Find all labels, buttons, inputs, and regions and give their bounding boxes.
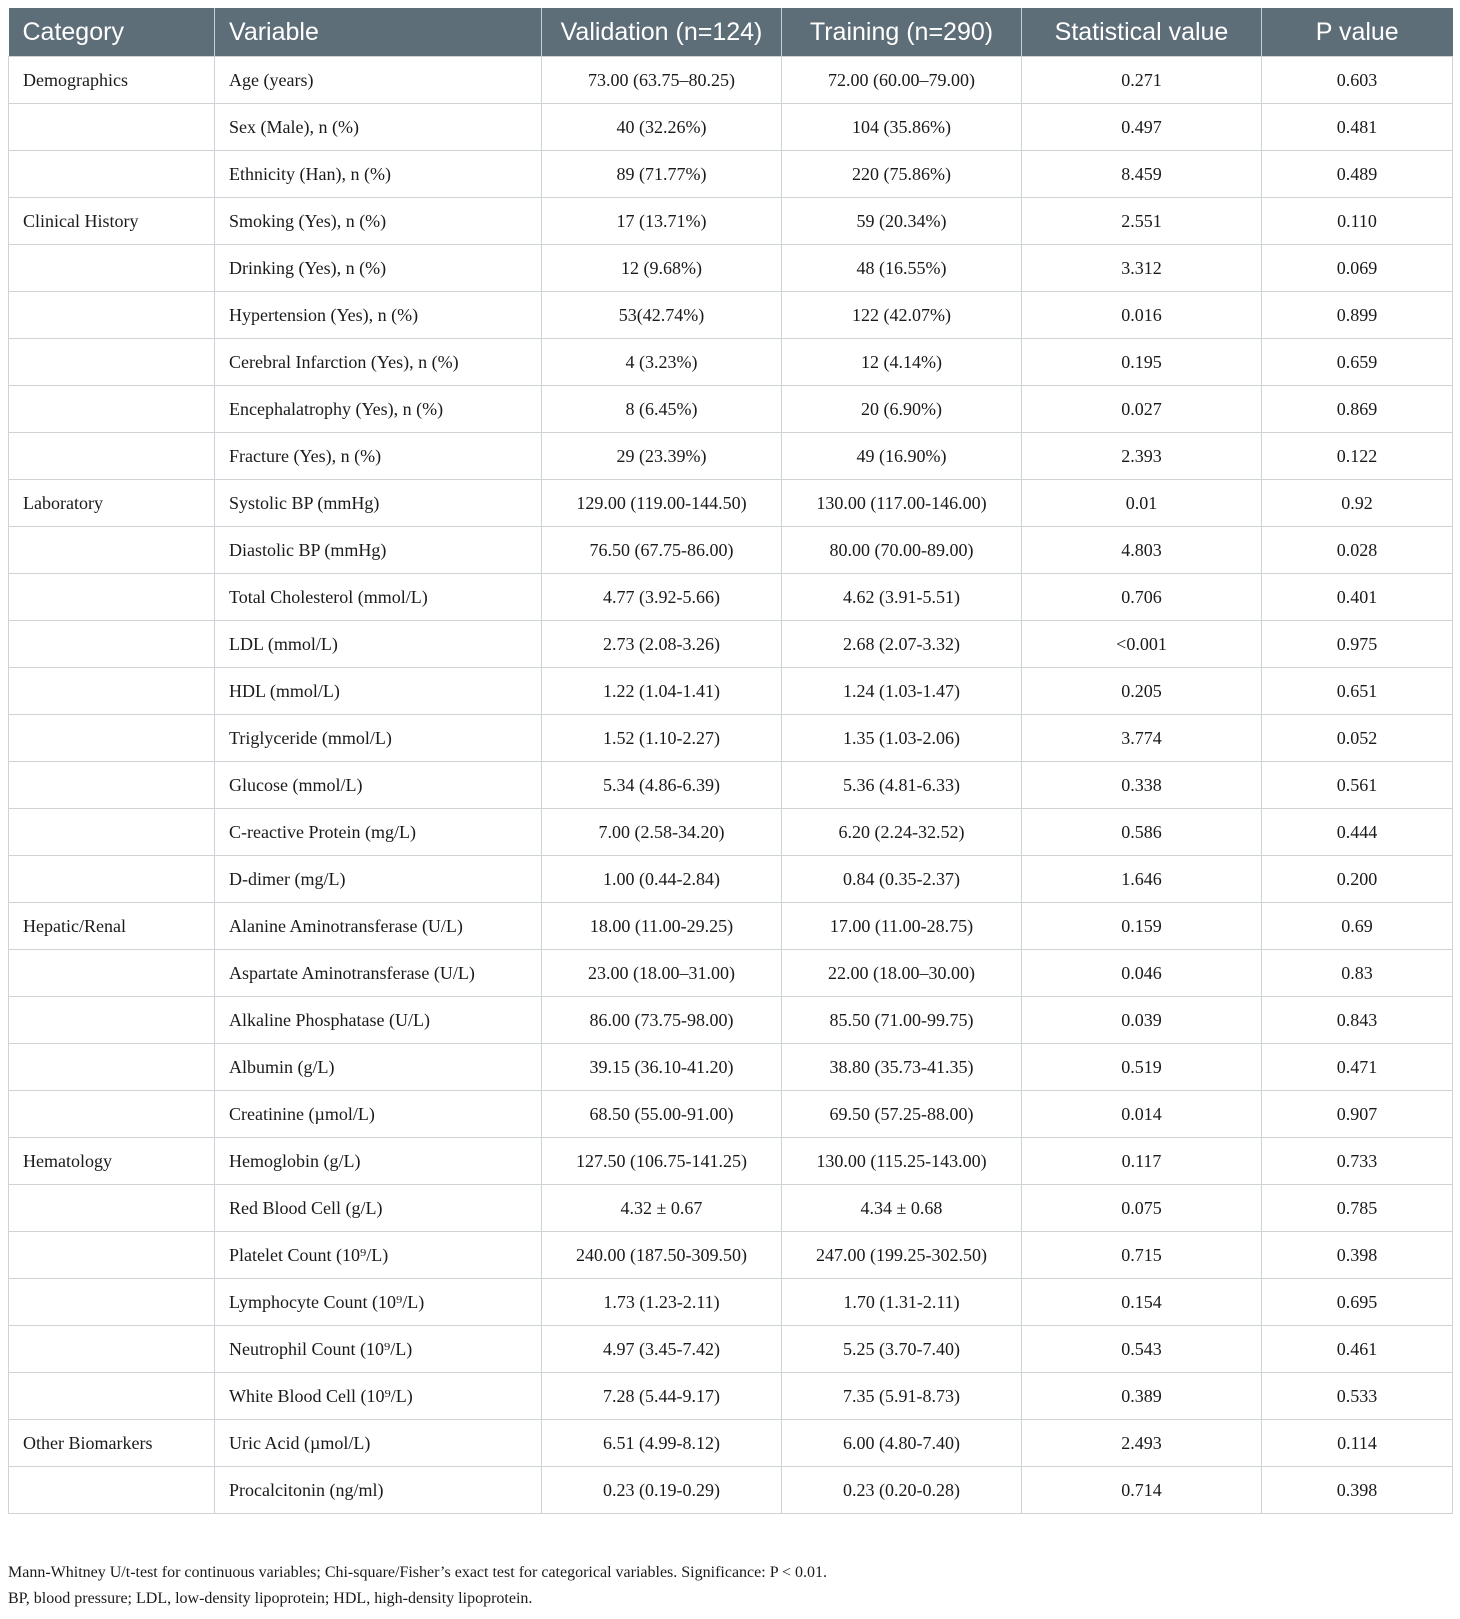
cell-variable: Red Blood Cell (g/L) xyxy=(215,1185,542,1232)
cell-validation: 29 (23.39%) xyxy=(542,433,782,480)
cell-category: Other Biomarkers xyxy=(9,1420,215,1467)
table-row xyxy=(9,339,1453,386)
cell-variable: Procalcitonin (ng/ml) xyxy=(215,1467,542,1514)
cell-variable: HDL (mmol/L) xyxy=(215,668,542,715)
cell-training: 5.36 (4.81-6.33) xyxy=(782,762,1022,809)
cell-statistical-value: 0.389 xyxy=(1022,1373,1262,1420)
cell-training: 130.00 (117.00-146.00) xyxy=(782,480,1022,527)
table-row xyxy=(9,480,1453,527)
table-row xyxy=(9,950,1453,997)
cell-statistical-value: 0.016 xyxy=(1022,292,1262,339)
cell-statistical-value: 0.075 xyxy=(1022,1185,1262,1232)
cell-validation: 1.73 (1.23-2.11) xyxy=(542,1279,782,1326)
cell-p-value: 0.695 xyxy=(1262,1279,1453,1326)
table-row xyxy=(9,997,1453,1044)
cell-category xyxy=(9,856,215,903)
cell-validation: 53(42.74%) xyxy=(542,292,782,339)
table-row xyxy=(9,245,1453,292)
cell-statistical-value: 0.039 xyxy=(1022,997,1262,1044)
cell-p-value: 0.398 xyxy=(1262,1232,1453,1279)
cell-statistical-value: 0.497 xyxy=(1022,104,1262,151)
header-p-value: P value xyxy=(1262,8,1453,57)
cell-category xyxy=(9,151,215,198)
cell-statistical-value: 3.774 xyxy=(1022,715,1262,762)
cell-training: 104 (35.86%) xyxy=(782,104,1022,151)
cell-training: 1.70 (1.31-2.11) xyxy=(782,1279,1022,1326)
cell-training: 69.50 (57.25-88.00) xyxy=(782,1091,1022,1138)
cell-training: 5.25 (3.70-7.40) xyxy=(782,1326,1022,1373)
cell-category xyxy=(9,574,215,621)
cell-training: 38.80 (35.73-41.35) xyxy=(782,1044,1022,1091)
cell-validation: 240.00 (187.50-309.50) xyxy=(542,1232,782,1279)
cell-validation: 4.77 (3.92-5.66) xyxy=(542,574,782,621)
cell-variable: Sex (Male), n (%) xyxy=(215,104,542,151)
cell-p-value: 0.533 xyxy=(1262,1373,1453,1420)
cell-p-value: 0.92 xyxy=(1262,480,1453,527)
cell-training: 6.20 (2.24-32.52) xyxy=(782,809,1022,856)
header-category: Category xyxy=(9,8,215,57)
cell-category xyxy=(9,621,215,668)
table-body xyxy=(9,57,1453,1514)
cell-validation: 2.73 (2.08-3.26) xyxy=(542,621,782,668)
cell-statistical-value: 0.715 xyxy=(1022,1232,1262,1279)
cell-validation: 4.97 (3.45-7.42) xyxy=(542,1326,782,1373)
data-table-container xyxy=(8,8,1452,1514)
table-row xyxy=(9,621,1453,668)
table-row xyxy=(9,1326,1453,1373)
cell-statistical-value: 0.714 xyxy=(1022,1467,1262,1514)
cell-training: 17.00 (11.00-28.75) xyxy=(782,903,1022,950)
cell-statistical-value: 0.046 xyxy=(1022,950,1262,997)
cell-training: 85.50 (71.00-99.75) xyxy=(782,997,1022,1044)
cell-category xyxy=(9,1185,215,1232)
cell-statistical-value: 0.195 xyxy=(1022,339,1262,386)
footnote-tests: Mann-Whitney U/t-test for continuous variables; Chi-square/Fisher’s exact test for categorical variables. Significance: P < 0.01. xyxy=(8,1564,828,1581)
cell-statistical-value: 2.551 xyxy=(1022,198,1262,245)
cell-training: 0.23 (0.20-0.28) xyxy=(782,1467,1022,1514)
cell-category: Hepatic/Renal xyxy=(9,903,215,950)
cell-training: 6.00 (4.80-7.40) xyxy=(782,1420,1022,1467)
cell-p-value: 0.69 xyxy=(1262,903,1453,950)
cell-validation: 8 (6.45%) xyxy=(542,386,782,433)
table-row xyxy=(9,292,1453,339)
cell-category xyxy=(9,668,215,715)
cell-variable: Alkaline Phosphatase (U/L) xyxy=(215,997,542,1044)
table-footnotes xyxy=(8,1560,1452,1612)
cell-training: 1.24 (1.03-1.47) xyxy=(782,668,1022,715)
cell-statistical-value: 3.312 xyxy=(1022,245,1262,292)
cell-category xyxy=(9,433,215,480)
cell-variable: Drinking (Yes), n (%) xyxy=(215,245,542,292)
cell-category xyxy=(9,997,215,1044)
comparison-table xyxy=(8,8,1453,1514)
cell-statistical-value: 4.803 xyxy=(1022,527,1262,574)
cell-category xyxy=(9,762,215,809)
cell-statistical-value: 8.459 xyxy=(1022,151,1262,198)
table-row xyxy=(9,527,1453,574)
cell-validation: 17 (13.71%) xyxy=(542,198,782,245)
cell-p-value: 0.651 xyxy=(1262,668,1453,715)
cell-p-value: 0.899 xyxy=(1262,292,1453,339)
table-row xyxy=(9,715,1453,762)
cell-training: 2.68 (2.07-3.32) xyxy=(782,621,1022,668)
header-training: Training (n=290) xyxy=(782,8,1022,57)
cell-training: 4.62 (3.91-5.51) xyxy=(782,574,1022,621)
cell-category: Demographics xyxy=(9,57,215,104)
cell-category xyxy=(9,1326,215,1373)
table-row xyxy=(9,151,1453,198)
cell-category xyxy=(9,104,215,151)
cell-validation: 23.00 (18.00–31.00) xyxy=(542,950,782,997)
table-row xyxy=(9,198,1453,245)
cell-statistical-value: 0.205 xyxy=(1022,668,1262,715)
table-row xyxy=(9,386,1453,433)
cell-variable: Lymphocyte Count (10⁹/L) xyxy=(215,1279,542,1326)
table-row xyxy=(9,1232,1453,1279)
cell-category xyxy=(9,1232,215,1279)
cell-statistical-value: 0.706 xyxy=(1022,574,1262,621)
table-row xyxy=(9,903,1453,950)
cell-validation: 4 (3.23%) xyxy=(542,339,782,386)
cell-p-value: 0.114 xyxy=(1262,1420,1453,1467)
cell-validation: 7.00 (2.58-34.20) xyxy=(542,809,782,856)
cell-training: 122 (42.07%) xyxy=(782,292,1022,339)
cell-statistical-value: 0.01 xyxy=(1022,480,1262,527)
cell-validation: 39.15 (36.10-41.20) xyxy=(542,1044,782,1091)
cell-statistical-value: 0.014 xyxy=(1022,1091,1262,1138)
cell-variable: Fracture (Yes), n (%) xyxy=(215,433,542,480)
cell-training: 4.34 ± 0.68 xyxy=(782,1185,1022,1232)
cell-validation: 1.22 (1.04-1.41) xyxy=(542,668,782,715)
table-row xyxy=(9,57,1453,104)
cell-p-value: 0.659 xyxy=(1262,339,1453,386)
cell-p-value: 0.481 xyxy=(1262,104,1453,151)
cell-category xyxy=(9,527,215,574)
header-variable: Variable xyxy=(215,8,542,57)
cell-variable: Creatinine (µmol/L) xyxy=(215,1091,542,1138)
header-validation: Validation (n=124) xyxy=(542,8,782,57)
table-row xyxy=(9,762,1453,809)
table-row xyxy=(9,1373,1453,1420)
cell-statistical-value: 0.271 xyxy=(1022,57,1262,104)
cell-p-value: 0.907 xyxy=(1262,1091,1453,1138)
cell-p-value: 0.398 xyxy=(1262,1467,1453,1514)
cell-variable: Albumin (g/L) xyxy=(215,1044,542,1091)
cell-training: 7.35 (5.91-8.73) xyxy=(782,1373,1022,1420)
cell-statistical-value: 0.338 xyxy=(1022,762,1262,809)
cell-training: 72.00 (60.00–79.00) xyxy=(782,57,1022,104)
cell-training: 220 (75.86%) xyxy=(782,151,1022,198)
cell-p-value: 0.122 xyxy=(1262,433,1453,480)
table-row xyxy=(9,809,1453,856)
cell-variable: Ethnicity (Han), n (%) xyxy=(215,151,542,198)
cell-training: 12 (4.14%) xyxy=(782,339,1022,386)
cell-p-value: 0.975 xyxy=(1262,621,1453,668)
cell-variable: D-dimer (mg/L) xyxy=(215,856,542,903)
cell-p-value: 0.733 xyxy=(1262,1138,1453,1185)
cell-variable: Glucose (mmol/L) xyxy=(215,762,542,809)
cell-variable: Age (years) xyxy=(215,57,542,104)
cell-validation: 4.32 ± 0.67 xyxy=(542,1185,782,1232)
cell-category: Laboratory xyxy=(9,480,215,527)
cell-variable: Aspartate Aminotransferase (U/L) xyxy=(215,950,542,997)
cell-training: 247.00 (199.25-302.50) xyxy=(782,1232,1022,1279)
cell-p-value: 0.200 xyxy=(1262,856,1453,903)
cell-variable: LDL (mmol/L) xyxy=(215,621,542,668)
cell-category xyxy=(9,809,215,856)
table-row xyxy=(9,668,1453,715)
cell-validation: 12 (9.68%) xyxy=(542,245,782,292)
header-statistical-value: Statistical value xyxy=(1022,8,1262,57)
cell-statistical-value: 0.154 xyxy=(1022,1279,1262,1326)
cell-p-value: 0.561 xyxy=(1262,762,1453,809)
cell-training: 22.00 (18.00–30.00) xyxy=(782,950,1022,997)
cell-category xyxy=(9,1373,215,1420)
cell-category: Hematology xyxy=(9,1138,215,1185)
table-row xyxy=(9,433,1453,480)
table-row xyxy=(9,1279,1453,1326)
table-row xyxy=(9,1091,1453,1138)
cell-category xyxy=(9,1044,215,1091)
cell-variable: Triglyceride (mmol/L) xyxy=(215,715,542,762)
cell-category xyxy=(9,1091,215,1138)
cell-validation: 1.00 (0.44-2.84) xyxy=(542,856,782,903)
cell-validation: 1.52 (1.10-2.27) xyxy=(542,715,782,762)
cell-category: Clinical History xyxy=(9,198,215,245)
cell-training: 1.35 (1.03-2.06) xyxy=(782,715,1022,762)
cell-statistical-value: 1.646 xyxy=(1022,856,1262,903)
cell-validation: 76.50 (67.75-86.00) xyxy=(542,527,782,574)
cell-training: 49 (16.90%) xyxy=(782,433,1022,480)
cell-p-value: 0.028 xyxy=(1262,527,1453,574)
cell-validation: 86.00 (73.75-98.00) xyxy=(542,997,782,1044)
cell-training: 59 (20.34%) xyxy=(782,198,1022,245)
cell-variable: Neutrophil Count (10⁹/L) xyxy=(215,1326,542,1373)
cell-variable: Cerebral Infarction (Yes), n (%) xyxy=(215,339,542,386)
table-row xyxy=(9,104,1453,151)
cell-variable: Uric Acid (µmol/L) xyxy=(215,1420,542,1467)
cell-validation: 7.28 (5.44-9.17) xyxy=(542,1373,782,1420)
cell-p-value: 0.471 xyxy=(1262,1044,1453,1091)
cell-category xyxy=(9,715,215,762)
cell-training: 20 (6.90%) xyxy=(782,386,1022,433)
cell-statistical-value: 0.159 xyxy=(1022,903,1262,950)
table-row xyxy=(9,1044,1453,1091)
cell-category xyxy=(9,245,215,292)
cell-p-value: 0.869 xyxy=(1262,386,1453,433)
cell-p-value: 0.603 xyxy=(1262,57,1453,104)
cell-variable: Hemoglobin (g/L) xyxy=(215,1138,542,1185)
cell-p-value: 0.401 xyxy=(1262,574,1453,621)
table-row xyxy=(9,574,1453,621)
cell-p-value: 0.110 xyxy=(1262,198,1453,245)
cell-validation: 129.00 (119.00-144.50) xyxy=(542,480,782,527)
cell-statistical-value: 2.393 xyxy=(1022,433,1262,480)
cell-category xyxy=(9,1467,215,1514)
cell-p-value: 0.843 xyxy=(1262,997,1453,1044)
cell-category xyxy=(9,950,215,997)
cell-variable: Systolic BP (mmHg) xyxy=(215,480,542,527)
table-row xyxy=(9,856,1453,903)
cell-category xyxy=(9,339,215,386)
cell-variable: Smoking (Yes), n (%) xyxy=(215,198,542,245)
cell-category xyxy=(9,292,215,339)
cell-validation: 68.50 (55.00-91.00) xyxy=(542,1091,782,1138)
cell-variable: Alanine Aminotransferase (U/L) xyxy=(215,903,542,950)
cell-validation: 127.50 (106.75-141.25) xyxy=(542,1138,782,1185)
table-row xyxy=(9,1467,1453,1514)
cell-p-value: 0.069 xyxy=(1262,245,1453,292)
cell-p-value: 0.785 xyxy=(1262,1185,1453,1232)
table-row xyxy=(9,1420,1453,1467)
cell-variable: C-reactive Protein (mg/L) xyxy=(215,809,542,856)
cell-validation: 18.00 (11.00-29.25) xyxy=(542,903,782,950)
table-row xyxy=(9,1138,1453,1185)
cell-validation: 89 (71.77%) xyxy=(542,151,782,198)
cell-variable: Hypertension (Yes), n (%) xyxy=(215,292,542,339)
cell-p-value: 0.052 xyxy=(1262,715,1453,762)
cell-statistical-value: 2.493 xyxy=(1022,1420,1262,1467)
cell-statistical-value: 0.117 xyxy=(1022,1138,1262,1185)
cell-statistical-value: 0.543 xyxy=(1022,1326,1262,1373)
cell-p-value: 0.461 xyxy=(1262,1326,1453,1373)
cell-category xyxy=(9,386,215,433)
cell-variable: Total Cholesterol (mmol/L) xyxy=(215,574,542,621)
cell-training: 80.00 (70.00-89.00) xyxy=(782,527,1022,574)
cell-validation: 6.51 (4.99-8.12) xyxy=(542,1420,782,1467)
footnote-abbreviations: BP, blood pressure; LDL, low-density lipoprotein; HDL, high-density lipoprotein. xyxy=(8,1590,533,1607)
cell-p-value: 0.83 xyxy=(1262,950,1453,997)
cell-validation: 0.23 (0.19-0.29) xyxy=(542,1467,782,1514)
cell-statistical-value: <0.001 xyxy=(1022,621,1262,668)
header-row xyxy=(9,8,1453,57)
cell-validation: 5.34 (4.86-6.39) xyxy=(542,762,782,809)
cell-variable: White Blood Cell (10⁹/L) xyxy=(215,1373,542,1420)
cell-p-value: 0.444 xyxy=(1262,809,1453,856)
cell-statistical-value: 0.586 xyxy=(1022,809,1262,856)
table-header xyxy=(9,8,1453,57)
cell-training: 130.00 (115.25-143.00) xyxy=(782,1138,1022,1185)
cell-category xyxy=(9,1279,215,1326)
cell-statistical-value: 0.519 xyxy=(1022,1044,1262,1091)
cell-training: 0.84 (0.35-2.37) xyxy=(782,856,1022,903)
cell-variable: Diastolic BP (mmHg) xyxy=(215,527,542,574)
cell-variable: Platelet Count (10⁹/L) xyxy=(215,1232,542,1279)
cell-training: 48 (16.55%) xyxy=(782,245,1022,292)
cell-statistical-value: 0.027 xyxy=(1022,386,1262,433)
cell-variable: Encephalatrophy (Yes), n (%) xyxy=(215,386,542,433)
cell-p-value: 0.489 xyxy=(1262,151,1453,198)
cell-validation: 40 (32.26%) xyxy=(542,104,782,151)
cell-validation: 73.00 (63.75–80.25) xyxy=(542,57,782,104)
table-row xyxy=(9,1185,1453,1232)
